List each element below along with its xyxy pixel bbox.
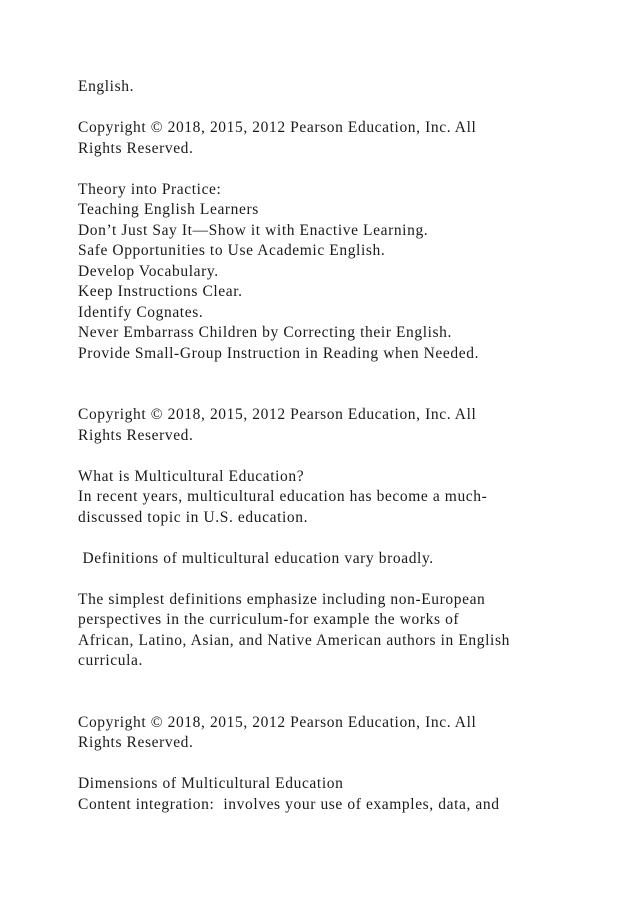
text-line: Safe Opportunities to Use Academic English. [78,242,386,259]
text-line: Don’t Just Say It—Show it with Enactive Learning. [78,221,429,239]
blank-line [78,754,618,775]
blank-line [78,692,618,713]
text-line: The simplest definitions emphasize including non-European [78,590,486,608]
blank-line [78,528,618,549]
text-line: African, Latino, Asian, and Native American authors in English [78,631,510,649]
text-line: Definitions of multicultural education vary broadly. [78,549,434,567]
text-line: Rights Reserved. [78,139,194,157]
text-line: English. [78,78,135,95]
blank-line [78,98,618,119]
text-line: Provide Small-Group Instruction in Reading when Needed. [78,344,480,362]
text-line: Dimensions of Multicultural Education [78,775,344,792]
text-line: Copyright © 2018, 2015, 2012 Pearson Education, Inc. All [78,119,477,136]
text-line: perspectives in the curriculum-for example the works of [78,611,460,628]
text-line: Identify Cognates. [78,303,204,321]
text-line: Content integration: involves your use of examples, data, and [78,795,500,813]
text-line: Keep Instructions Clear. [78,283,243,300]
text-line: Copyright © 2018, 2015, 2012 Pearson Education, Inc. All [78,406,477,423]
blank-line [78,569,618,590]
text-line: Rights Reserved. [78,426,194,444]
blank-line [78,446,618,467]
document-body [78,77,618,815]
blank-line [78,672,618,693]
text-line: Copyright © 2018, 2015, 2012 Pearson Education, Inc. All [78,713,477,731]
text-line: In recent years, multicultural education has become a much- [78,488,488,505]
text-line: discussed topic in U.S. education. [78,508,309,526]
text-line: Never Embarrass Children by Correcting their English. [78,324,453,341]
text-line: Develop Vocabulary. [78,262,219,280]
text-line: Theory into Practice: [78,180,222,198]
blank-line [78,385,618,406]
text-line: Teaching English Learners [78,201,259,218]
blank-line [78,364,618,385]
text-line: Rights Reserved. [78,734,194,751]
blank-line [78,159,618,180]
text-line: curricula. [78,652,143,669]
text-line: What is Multicultural Education? [78,467,305,485]
